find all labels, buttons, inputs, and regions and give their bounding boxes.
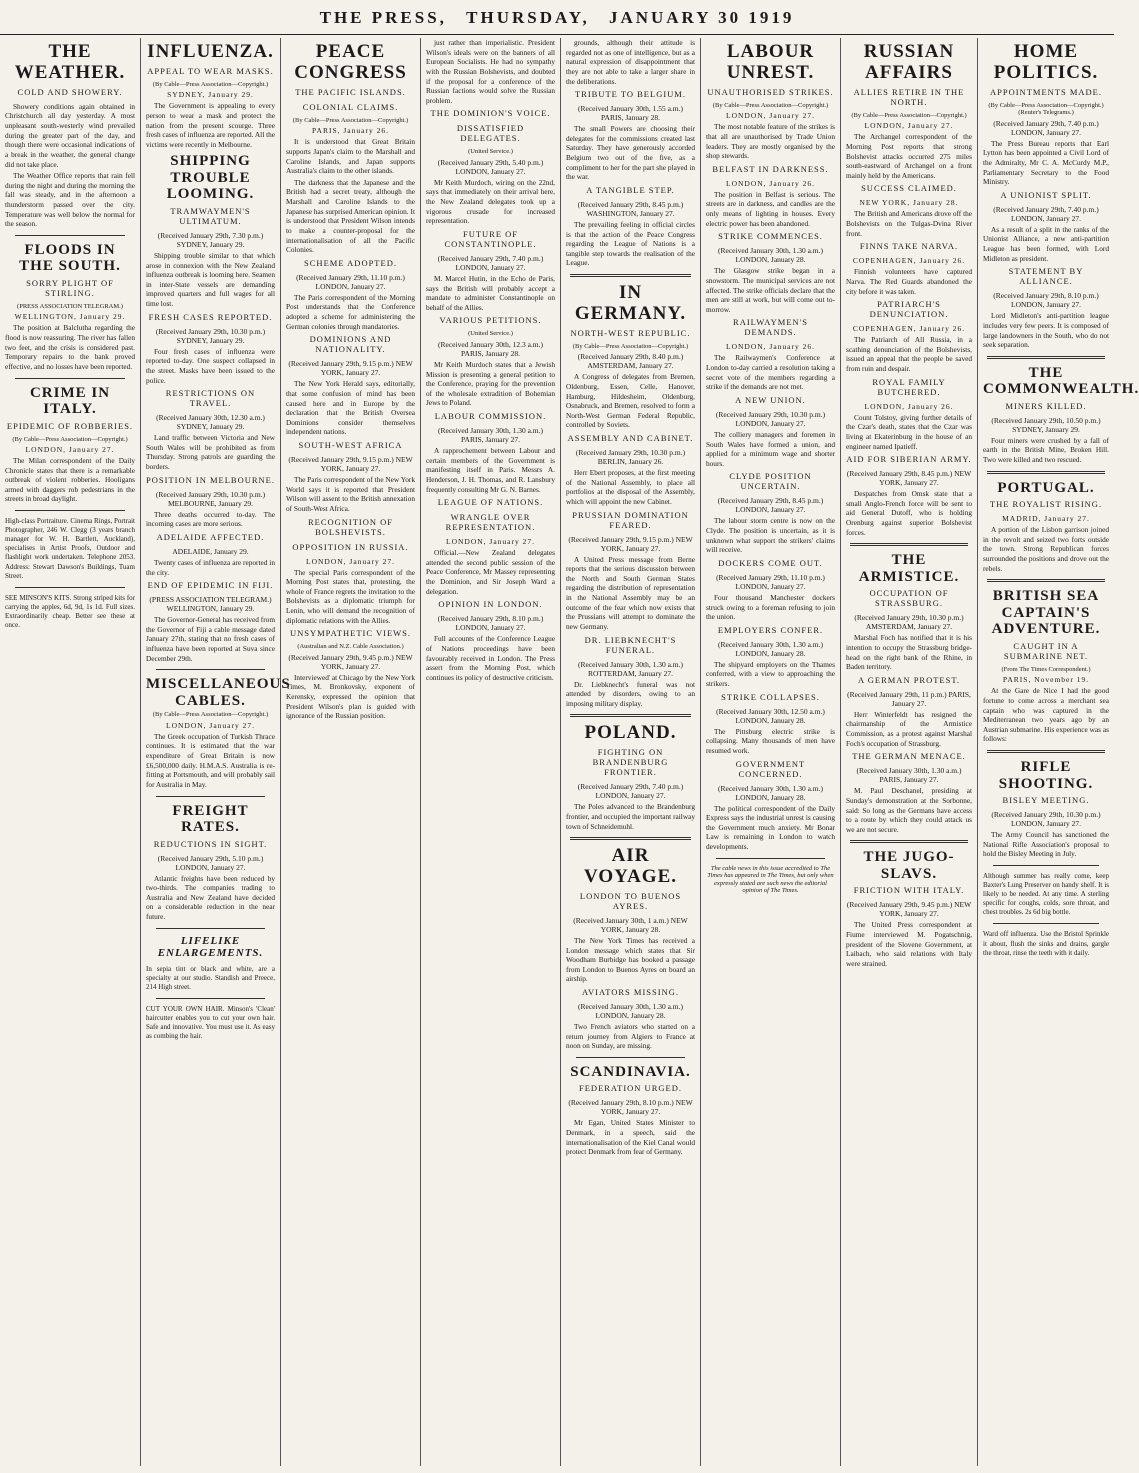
subhead: STRIKE COMMENCES. (718, 231, 823, 242)
dateline: (Received January 30th, 12.3 a.m.) PARIS, January 28. (438, 339, 543, 358)
article-paragraph: Herr Winterfeldt has resigned the chairmanship of the Armistice Commission, as a protest against Marshal Foch's occupation of Strassburg. (846, 709, 972, 748)
divider (987, 750, 1105, 753)
subhead: THE PACIFIC ISLANDS. (295, 86, 406, 97)
article-paragraph: The Greek occupation of Turkish Thrace continues. It is estimated that the war expenditure of Great Britain is now £6,500,000 daily. H.M.A.S. Australia is re-fitting at Portsmouth, and will probably sail for Australia in May. (146, 731, 275, 789)
divider (15, 510, 125, 511)
credit-line: (By Cable—Press Association—Copyright.) (12, 435, 128, 443)
paper-name: THE PRESS, (319, 8, 447, 27)
credit-line: (Australian and N.Z. Cable Association.) (297, 643, 404, 651)
article-paragraph: grounds, although their attitude is regarded not as one of intelligence, but as a natural expression of disappointment that they are not able to take a larger share in the deliberations. (566, 38, 695, 86)
article-paragraph: Finnish volunteers have captured Narva. The Red Guards abandoned the city before it was taken. (846, 267, 972, 296)
headline-crime: CRIME IN ITALY. (29, 384, 111, 417)
article-paragraph: Full accounts of the Conference League of Nations proceedings have been favourably received in London. The Press assert from the Morning Post, which continues its policy of destructive criticism. (426, 634, 555, 682)
article-paragraph: Mr Keith Murdoch states that a Jewish Mission is presenting a general petition to the Conference, praying for the prevention of the wholesale extradition of Bohemian Jews to Poland. (426, 359, 555, 408)
headline-jugo-slavs: THE JUGO-SLAVS. (863, 849, 955, 882)
dateline: (PRESS ASSOCIATION TELEGRAM.) WELLINGTON, January 29. (149, 595, 272, 614)
article-paragraph: The Weather Office reports that rain fell during the night and during the morning the fall was steady, and in the afternoon a thunderstorm passed over the city. Temperature was well below the normal for the season. (5, 171, 135, 229)
subhead: NORTH-WEST REPUBLIC. (570, 327, 691, 338)
article-paragraph: Mr Egan, United States Minister to Denmark, in a speech, said the internationalisation of the Kiel Canal would protect Denmark from fear of Germany. (566, 1118, 695, 1157)
credit-line: (By Cable—Press Association—Copyright.) (292, 116, 409, 124)
dateline: (Received January 29th, 10.30 p.m.) LONDON, January 27. (715, 409, 826, 428)
dateline: SYDNEY, January 29. (167, 90, 254, 100)
dateline: (Received January 30th, 1.30 a.m.) PARIS, January 27. (856, 766, 962, 785)
dateline: (Received January 29th, 8.45 p.m.) NEW YORK, January 27. (846, 469, 972, 488)
subhead: STATEMENT BY ALLIANCE. (1008, 266, 1084, 287)
subhead-floods: SORRY PLIGHT OF STIRLING. (26, 277, 114, 298)
dateline: (Received January 29th, 8.45 p.m.) WASHINGTON, January 27. (577, 199, 684, 218)
dateline: (Received January 29th, 9.15 p.m.) NEW YORK, January 27. (288, 359, 413, 378)
article-paragraph: just rather than imperialistic. President Wilson's ideals were on the banners of all European Socialists. He had no sympathy with the Russian Bolshevists, and doubted if the proposal for a conference of the Russian factions would solve the Russian problem. (426, 38, 555, 105)
subhead: AVIATORS MISSING. (582, 987, 679, 998)
column-8 (977, 38, 1139, 1466)
subhead: BELFAST IN DARKNESS. (712, 163, 829, 174)
divider (15, 378, 125, 379)
subhead: FINNS TAKE NARVA. (859, 241, 959, 252)
advertisement: CUT YOUR OWN HAIR. Minson's 'Clean' haircutter enables you to cut your own hair. Safe and innovative. You must use it. As easy as combing the hair. (146, 1005, 275, 1041)
headline-weather: THE WEATHER. (14, 41, 126, 83)
subhead: EMPLOYERS CONFER. (717, 624, 824, 635)
subhead: FEDERATION URGED. (579, 1083, 682, 1094)
dateline: (Received January 29th, 8.40 p.m.) AMSTERDAM, January 27. (577, 352, 684, 371)
article-paragraph: The Governor-General has received from the Governor of Fiji a cable message dated January 27th, stating that no fresh cases of influenza have been reported at Suva since December 29th. (146, 615, 275, 663)
subhead: OCCUPATION OF STRASSBURG. (869, 588, 949, 609)
divider (987, 356, 1105, 359)
subhead: POSITION IN MELBOURNE. (146, 474, 275, 485)
credit-line: (By Cable—Press Association—Copyright.) (152, 80, 269, 88)
paper-day: THURSDAY, (466, 8, 590, 27)
dateline: (Received January 29th, 7.40 p.m.) LONDON, January 27. (577, 782, 684, 801)
credit-line: (PRESS ASSOCIATION TELEGRAM.) (17, 302, 123, 310)
article-paragraph: The Paris correspondent of the New York World says it is reported that President Wilson will assent to the British annexation of South-West Africa. (286, 475, 415, 513)
article-paragraph: Showery conditions again obtained in Christchurch all day yesterday. A most unpleasant south-westerly wind prevailed during the greater part of the day, and though there were occasional indications of a break in the weather, the general change did not take place. (5, 101, 135, 169)
article-paragraph: Four miners were crushed by a fall of earth in the British Mine, Broken Hill. Two were killed and two rescued. (983, 435, 1109, 465)
subhead: ADELAIDE AFFECTED. (156, 531, 265, 542)
dateline: NEW YORK, January 28. (859, 198, 959, 208)
column-1 (0, 38, 140, 1466)
subhead: THE GERMAN MENACE. (852, 751, 966, 762)
dateline: LONDON, January 27. (726, 111, 815, 121)
column-6 (700, 38, 840, 1466)
subhead: DOCKERS COME OUT. (718, 557, 823, 568)
credit-line: (United Service.) (468, 330, 513, 338)
divider (156, 796, 265, 797)
divider (156, 669, 265, 670)
article-paragraph: A United Press message from Berne reports that the serious discussion between the North and South German States regarding the distribution of representation in the National Assembly may be an outcome of the fear which now exists that the Prussians will attempt to dominate the new Germany. (566, 554, 695, 631)
divider (570, 837, 691, 840)
article-paragraph: The darkness that the Japanese and the British had a secret treaty, although the Marshall and Caroline Islands to the Japanese has surprised American opinion. It is understood that President Wilson intends to make a counter-proposal for the internationalisation of all the Pacific Colonies. (286, 177, 415, 255)
article-paragraph: The special Paris correspondent of the Morning Post states that, protesting, the whole of France regrets the invitation to the Bolshevists as a diplomatic triumph for Lenin, who will demand the recognition of diplomatic relations with the Allies. (286, 567, 415, 625)
article-paragraph: Shipping trouble similar to that which arose in connexion with the New Zealand influenza outbreak is looming here. Seamen in inter-State vessels are demanding improved quarters and full wages for all time lost. (146, 250, 275, 309)
dateline: (Received January 30th, 12.30 a.m.) SYDNEY, January 29. (156, 413, 265, 432)
subhead: FRESH CASES REPORTED. (148, 311, 273, 322)
subhead: DISSATISFIED DELEGATES. (456, 123, 525, 144)
credit-line: (By Cable—Press Association—Copyright.) (851, 111, 967, 119)
subhead: FIGHTING ON BRANDENBURG FRONTIER. (592, 747, 669, 778)
advertisement: Although summer has really come, keep Baxter's Lung Preserver on handy shelf. It is likely to be needed. At any time. A sterling specific for coughs, colds, sore throat, and chest troubles. 2s 6d big bottle. (983, 871, 1109, 917)
dateline: (Received January 29th, 5.10 p.m.) LONDON, January 27. (157, 853, 264, 872)
advertisement: In sepia tint or black and white, are a specialty at our studio. Standish and Preece, 214 High street. (146, 964, 275, 992)
article-paragraph: The British and Americans drove off the Bolshevists on the Tulgas-Dvina River front. (846, 209, 972, 238)
article-paragraph: Count Tolstoy, giving further details of the Czar's death, states that the Czar was living at Ekaterinburg in the house of an engineer named Ipatieff. (846, 412, 972, 451)
article-paragraph: Herr Ebert proposes, at the first meeting of the National Assembly, to place all portfolios at the disposal of the Assembly, which will appoint the new Cabinet. (566, 468, 695, 506)
subhead: FUTURE OF CONSTANTINOPLE. (444, 228, 537, 249)
subhead: SOUTH-WEST AFRICA (298, 440, 403, 450)
subhead: AID FOR SIBERIAN ARMY. (846, 454, 972, 465)
subhead: ASSEMBLY AND CABINET. (567, 433, 694, 443)
article-paragraph: At the Gare de Nice I had the good fortune to come across a merchant sea captain who was captured in the Mediterranean two years ago by an Austrian submarine. His experience was as follows: (983, 686, 1109, 744)
article-paragraph: Dr. Liebknecht's funeral was not attended by disorders, owing to an imposing military display. (566, 679, 695, 708)
divider (993, 865, 1099, 866)
article-paragraph: The Glasgow strike began in a snowstorm. The municipal services are not affected. The strike officials declare that the men are still at work, but will come out to-morrow. (706, 266, 835, 314)
headline-shipping: SHIPPING TROUBLE LOOMING. (166, 153, 255, 203)
credit-line: (By Cable—Press Association—Copyright.) (572, 342, 689, 350)
article-paragraph: Intervieweď at Chicago by the New York Times, M. Bronkovsky, exponent of Kerensky, expressed the opinion that President Wilson's plan is guided with ignorance of the Russian position. (286, 672, 415, 721)
subhead: SUCCESS CLAIMED. (861, 183, 957, 194)
dateline: WELLINGTON, January 29. (14, 312, 126, 322)
advertisement: SEE MINSON'S KITS. Strong striped kits for carrying the apples, 6d, 9d, 1s 1d. Full sizes. Extraordinarily cheap. Better see these at once. (5, 593, 135, 630)
dateline: (Received January 29th, 8.10 p.m.) LONDON, January 27. (437, 614, 544, 633)
article-paragraph: A rapprochement between Labour and certain members of the Government is manifesting itself in Paris. Messrs A. Henderson, J. H. Thomas, and R. Lansbury frequently consulting Mr G. N. Barnes. (426, 446, 555, 494)
subhead: UNAUTHORISED STRIKES. (707, 86, 834, 97)
headline-poland: POLAND. (584, 722, 677, 744)
article-paragraph: Two French aviators who started on a return journey from Algiers to France at noon on Sunday, are missing. (566, 1022, 695, 1051)
credit-line: (By Cable—Press Association—Copyright.) (Reuter's Telegrams.) (988, 101, 1104, 117)
dateline: MADRID, January 27. (1002, 514, 1090, 524)
dateline: (Received January 29th, 7.40 p.m.) LONDON, January 27. (993, 204, 1099, 223)
article-paragraph: Land traffic between Victoria and New South Wales will be prohibited as from Thursday. Strong patrols are guarding the borders. (146, 433, 275, 472)
article-paragraph: The Pittsburg electric strike is collapsing. Many thousands of men have resumed work. (706, 726, 835, 755)
subhead: SCHEME ADOPTED. (304, 257, 397, 268)
article-paragraph: Four fresh cases of influenza were reported to-day. One suspect collapsed in the street. Masks have been issued to the police. (146, 346, 275, 385)
article-paragraph: Atlantic freights have been reduced by two-thirds. The companies trading to Australia and New Zealand have decided on a considerable reduction in the near future. (146, 873, 275, 922)
article-paragraph: Mr Keith Murdoch, wiring on the 22nd, says that immediately on their arrival here, the New Zealand delegates took up a vigorous crusade for increased representation. (426, 177, 555, 226)
article-paragraph: The Government is appealing to every person to wear a mask and protect the nation from the present scourge. Three fresh cases of influenza are reported. All the victims were recently in Melbourne. (146, 101, 275, 149)
article-paragraph: The Poles advanced to the Brandenburg frontier, and occupied the important railway town of Schneidemuhl. (566, 802, 695, 831)
subhead: CAUGHT IN A SUBMARINE NET. (1003, 640, 1089, 661)
article-paragraph: The labour storm centre is now on the Clyde. The position is uncertain, as it is unknown what support the strikers' claims will receive. (706, 516, 835, 555)
article-paragraph: The colliery managers and foremen in South Wales have formed a union, and applied for a minimum wage and shorter hours. (706, 429, 835, 468)
article-paragraph: Twenty cases of influenza are reported in the city. (146, 557, 275, 577)
subhead: BISLEY MEETING. (1002, 795, 1090, 806)
headline-freight: FREIGHT RATES. (172, 802, 249, 836)
dateline: LONDON, January 27. (864, 121, 954, 131)
column-2 (140, 38, 291, 1466)
dateline: LONDON, January 26. (726, 178, 815, 188)
headline-sea-captain: BRITISH SEA CAPTAIN'S ADVENTURE. (991, 588, 1101, 638)
dateline: (Received January 29th, 10.30 p.m.) MELBOURNE, January 29. (155, 489, 266, 508)
article-paragraph: The United Press correspondent at Fiume interviewed M. Pogatschnig, president of the Slovene Government, at Laibach, who said relations with Italy were strained. (846, 920, 972, 968)
article-paragraph: A portion of the Lisbon garrison joined in the revolt and seized two forts outside the town. Strong Republican forces surrounded the positions and drove out the rebels. (983, 525, 1109, 573)
subhead: DR. LIEBKNECHT'S FUNERAL. (584, 634, 677, 655)
subhead: STRIKE COLLAPSES. (721, 691, 820, 702)
headline-portugal: PORTUGAL. (997, 479, 1095, 496)
subhead: PRUSSIAN DOMINATION FEARED. (572, 509, 689, 530)
ad-heading: LIFELIKE ENLARGEMENTS. (157, 934, 264, 959)
article-paragraph: It is understood that Great Britain supports Japan's claim to the Marshall and Caroline Islands, and Japan supports Australia's claim to the other islands. (286, 137, 415, 176)
credit-line: (From The Times Correspondent.) (1001, 665, 1091, 673)
subhead: CLYDE POSITION UNCERTAIN. (729, 471, 812, 492)
subhead: THE ROYALIST RISING. (989, 499, 1103, 510)
headline-peace-congress: PEACE CONGRESS (294, 41, 407, 83)
subhead: END OF EPIDEMIC IN FIJI. (147, 580, 274, 591)
dateline: (Received January 30th, 1.30 a.m.) LONDON, January 28. (718, 639, 823, 658)
dateline: (Received January 29th, 9.45 p.m.) NEW YORK, January 27. (846, 900, 972, 919)
dateline: LONDON, January 27. (306, 556, 395, 566)
subhead-shipping: TRAMWAYMEN'S ULTIMATUM. (170, 205, 251, 226)
dateline: LONDON, January 27. (446, 537, 535, 547)
divider (570, 274, 691, 277)
headline-influenza: INFLUENZA. (147, 41, 274, 62)
divider (156, 928, 265, 929)
subhead: RAILWAYMEN'S DEMANDS. (733, 317, 808, 338)
column-3 (280, 38, 420, 1466)
dateline: (Received January 30th, 1.30 a.m.) LONDON, January 28. (718, 246, 823, 265)
dateline: (Received January 29th, 9.15 p.m.) NEW YORK, January 27. (288, 455, 413, 473)
subhead: OPPOSITION IN RUSSIA. (292, 541, 409, 552)
article-paragraph: The Paris correspondent of the Morning Post understands that the Conference adopted a scheme for administering the German colonies through mandatories. (286, 292, 415, 331)
dateline: (Received January 29th, 10.50 p.m.) SYDNEY, January 29. (991, 415, 1101, 434)
article-paragraph: Marshal Foch has notified that it is his intention to occupy the Strassburg bridge-head on the right bank of the Rhine, in Baden territory. (846, 633, 972, 672)
subhead-influenza: APPEAL TO WEAR MASKS. (147, 65, 274, 76)
divider (570, 714, 691, 717)
article-paragraph: The position in Belfast is serious. The streets are in darkness, and candles are the only means of lighting in houses. Every electric power has been abandoned. (706, 189, 835, 228)
article-paragraph: The position at Balclutha regarding the flood is now reassuring. The river has fallen two feet, and the crisis is considered past. Temporary repairs to the bank proved effective, and no losses have been reported. (5, 323, 135, 371)
dateline: LONDON, January 26. (864, 401, 954, 411)
dateline: (Received January 29th, 5.40 p.m.) LONDON, January 27. (437, 157, 544, 176)
dateline: (Received January 29th, 10.30 p.m.) LONDON, January 27. (991, 810, 1101, 829)
article-paragraph: The Archangel correspondent of the Morning Post reports that strong Bolshevist attacks occurred 275 miles south-eastward of Archangel on a front mainly held by the Americans. (846, 132, 972, 180)
subhead: A GERMAN PROTEST. (857, 674, 961, 685)
dateline: PARIS, November 19. (1002, 675, 1090, 685)
subhead: A NEW UNION. (735, 394, 806, 405)
dateline: (Received January 30th, 12.50 a.m.) LONDON, January 28. (716, 706, 825, 725)
headline-air-voyage: AIR VOYAGE. (583, 845, 678, 888)
article-paragraph: The Army Council has sanctioned the National Rifle Association's proposal to hold the Bisley Meeting in July. (983, 830, 1109, 859)
divider (15, 235, 125, 236)
column-5 (560, 38, 700, 1466)
article-paragraph: The most notable feature of the strikes is that all are unauthorised by Trade Union leaders. They are mostly organised by the shop stewards. (706, 122, 835, 161)
dateline: (Received January 29th, 11.10 p.m.) LONDON, January 27. (296, 272, 405, 291)
column-7 (840, 38, 977, 1466)
subhead: COLONIAL CLAIMS. (302, 101, 399, 112)
subhead: APPOINTMENTS MADE. (990, 86, 1102, 97)
dateline: (Received January 29th, 9.45 p.m.) NEW YORK, January 27. (288, 652, 413, 671)
subhead: RESTRICTIONS ON TRAVEL. (165, 388, 256, 409)
subhead: A TANGIBLE STEP. (586, 184, 675, 195)
dateline: (Received January 29th, 7.40 p.m.) LONDON, January 27. (437, 253, 544, 272)
article-paragraph: The small Powers are choosing their delegates for the commissions created last Saturday. They have generously accorded Belgium two out of the five, as a compliment to her for the part she played in the war. (566, 124, 695, 182)
subhead: RECOGNITION OF BOLSHEVISTS. (307, 516, 394, 537)
headline-armistice: THE ARMISTICE. (858, 552, 960, 585)
article-paragraph: The New York Times has received a London message which states that Sir Woodham Burbidge has booked a passage from London to Buenos Ayres on board an airship. (566, 935, 695, 984)
paper-date: JANUARY 30 1919 (608, 8, 795, 27)
subhead: PATRIARCH'S DENUNCIATION. (869, 299, 949, 320)
subhead: MINERS KILLED. (1005, 400, 1087, 411)
subhead-freight: REDUCTIONS IN SIGHT. (153, 838, 268, 849)
article-paragraph: M. Marcel Hutin, in the Echo de Paris, says the British will probably accept a mandate to administer Constantinople on behalf of the Allies. (426, 273, 555, 312)
dateline: COPENHAGEN, January 26. (852, 256, 966, 266)
article-paragraph: As a result of a split in the ranks of the Unionist Alliance, a new anti-partition League has been formed, with Lord Midleton as president. (983, 224, 1109, 263)
article-paragraph: A Congress of delegates from Bremen, Oldenburg, Essen, Celle, Hanover, Hamburg, Hildesheim, Oldenburg, Osnabruck, and Bremen, resolved to form a North-West German Federal Republic, controlled by Soviets. (566, 372, 695, 430)
subhead: LABOUR COMMISSION. (434, 411, 547, 422)
subhead: LONDON TO BUENOS AYRES. (579, 890, 682, 911)
article-paragraph: Official.—New Zealand delegates attended the second public session of the Peace Conference, Mr Massey representing the Dominion, and Sir Joseph Ward a delegation. (426, 548, 555, 596)
divider (993, 923, 1099, 924)
dateline: LONDON, January 27. (25, 444, 115, 454)
article-paragraph: M. Paul Deschanel, presiding at Sunday's demonstration at the Sorbonne, said: So long as the Germans have access to a route by which they could attack us we are not secure. (846, 786, 972, 834)
dateline: (Received January 29th, 8.45 p.m.) LONDON, January 27. (717, 496, 824, 515)
subhead: DOMINIONS AND NATIONALITY. (309, 334, 392, 355)
dateline: (Received January 29th, 8.10 p.m.) LONDON, January 27. (993, 291, 1099, 310)
advertisement: High-class Portraiture. Cinema Rings, Portrait Photographer, 246 W. Clegg (3 years branch manager for W. H. Bartlett, Auckland), specialises in Artist Proofs, Outdoor and flashlight work undertaken. Telephone 2053. Address: Stewart Dawson's Buildings, Tuam Street. (5, 517, 135, 580)
headline-rifle-shooting: RIFLE SHOOTING. (998, 759, 1094, 792)
subhead-crime: EPIDEMIC OF ROBBERIES. (6, 420, 134, 431)
article-paragraph: Despatches from Omsk state that a small Anglo-French force will be sent to aid General Dutoff, who is holding Orenburg against superior Bolshevist forces. (846, 489, 972, 537)
subhead: OPINION IN LONDON. (438, 599, 543, 610)
headline-scandinavia: SCANDINAVIA. (570, 1063, 691, 1080)
subhead: TRIBUTE TO BELGIUM. (574, 89, 686, 100)
subhead: VARIOUS PETITIONS. (439, 315, 542, 326)
divider (987, 579, 1105, 582)
divider (987, 471, 1105, 474)
subhead: ALLIES RETIRE IN THE NORTH. (853, 86, 965, 107)
dateline: (Received January 29th, 11.10 p.m.) LONDON, January 27. (716, 572, 825, 591)
subhead: A UNIONIST SPLIT. (1000, 189, 1092, 200)
dateline: (Received January 30th, 1.30 a.m.) ROTTERDAM, January 27. (578, 659, 683, 678)
dateline: (Received January 30th, 1.30 a.m.) LONDON, January 28. (578, 1002, 683, 1021)
article-paragraph: The shipyard employers on the Thames conferred, with a view to approaching the strikers. (706, 659, 835, 688)
divider (850, 543, 968, 546)
subhead: WRANGLE OVER REPRESENTATION. (445, 512, 536, 533)
article-paragraph: The political correspondent of the Daily Express says the industrial unrest is causing the Government much anxiety. Mr Bonar Law is remaining in London to watch developments. (706, 803, 835, 851)
article-paragraph: The Patriarch of All Russia, in a scathing denunciation of the Bolshevists, issued an appeal that the people be saved from ruin and despair. (846, 335, 972, 373)
credit-line: (By Cable—Press Association—Copyright.) (152, 711, 269, 719)
divider (156, 998, 265, 999)
headline-russian-affairs: RUSSIAN AFFAIRS (863, 41, 955, 83)
dateline: (Received January 29th, 11 p.m.) PARIS, January 27. (847, 689, 971, 708)
dateline: (Received January 29th, 10.30 p.m.) BERLIN, January 26. (575, 448, 686, 466)
headline-labour-unrest: LABOUR UNREST. (726, 41, 815, 83)
divider (15, 587, 125, 588)
article-paragraph: Four thousand Manchester dockers struck owing to a foreman refusing to join the union. (706, 592, 835, 622)
article-paragraph: Three deaths occurred to-day. The incoming cases are more serious. (146, 509, 275, 529)
masthead (0, 0, 1114, 35)
divider (850, 840, 968, 843)
subhead: GOVERNMENT CONCERNED. (735, 758, 806, 779)
headline-germany: IN GERMANY. (574, 282, 687, 324)
editorial-note: The cable news in this issue accredited to The Times has appeared in The Times, but only when expressly stated are such news the editorial opinion of The Times. (707, 864, 834, 895)
column-4 (420, 38, 560, 1466)
subhead: FRICTION WITH ITALY. (853, 885, 965, 896)
dateline: (Received January 30th, 1.30 a.m.) PARIS, January 27. (438, 426, 543, 445)
headline-misc-cables: MISCELLANEOUS CABLES. (146, 676, 291, 709)
article-paragraph: The New York Herald says, editorially, that some confusion of mind has been caused here and in Europe by the declaration that the British Oversea Dominions consider themselves independent nations. (286, 379, 415, 437)
dateline: (Received January 29th, 10.30 p.m.) AMSTERDAM, January 27. (854, 613, 964, 632)
advertisement: Ward off influenza. Use the Bristol Sprinkle it about, flush the sinks and drains, gargle the throat, rinse the teeth with it daily. (983, 930, 1109, 957)
headline-floods: FLOODS IN THE SOUTH. (19, 241, 121, 275)
dateline: (Received January 30th, 1 a.m.) NEW YORK, January 28. (573, 915, 688, 934)
subhead: ROYAL FAMILY BUTCHERED. (872, 376, 946, 397)
credit-line: (By Cable—Press Association—Copyright.) (712, 101, 829, 109)
subhead-weather: COLD AND SHOWERY. (17, 86, 123, 97)
dateline: COPENHAGEN, January 26. (852, 324, 966, 334)
dateline: (Received January 29th, 9.15 p.m.) NEW YORK, January 27. (568, 534, 693, 553)
dateline: ADELAIDE, January 29. (172, 546, 249, 556)
subhead: THE DOMINION'S VOICE. (430, 108, 551, 119)
dateline: (Received January 29th, 7.40 p.m.) LONDON, January 27. (993, 118, 1099, 137)
article-paragraph: The prevailing feeling in official circles is that the action of the Peace Congress regarding the League of Nations is a tangible step towards the realisation of the League. (566, 219, 695, 268)
dateline: PARIS, January 26. (312, 126, 389, 136)
headline-commonwealth: THE COMMONWEALTH. (983, 364, 1139, 398)
credit-line: (United Service.) (468, 148, 513, 156)
article-paragraph: The Milan correspondent of the Daily Chronicle states that there is a remarkable outbreak of violent robberies. Hooligans armed with daggers rob pedestrians in the streets in broad daylight. (5, 455, 135, 504)
article-paragraph: The Press Bureau reports that Earl Lytton has been appointed a Civil Lord of the Admiralty, Mr C. A. McCurdy M.P., Parliamentary Secretary to the Food Ministry. (983, 138, 1109, 187)
divider (576, 1057, 685, 1058)
headline-home-politics: HOME POLITICS. (993, 41, 1099, 83)
dateline: LONDON, January 27. (166, 720, 255, 730)
dateline: (Received January 30th, 1.30 a.m.) LONDON, January 28. (718, 783, 823, 802)
divider (716, 858, 825, 859)
dateline: (Received January 29th, 8.10 p.m.) NEW YORK, January 27. (568, 1098, 693, 1117)
subhead: UNSYMPATHETIC VIEWS. (289, 628, 412, 639)
dateline: (Received January 29th, 10.30 p.m.) SYDNEY, January 29. (155, 326, 266, 345)
dateline: (Received January 30th, 1.55 a.m.) PARIS, January 28. (578, 104, 683, 123)
article-paragraph: The Railwaymen's Conference at London to-day carried a resolution taking a secret vote of the members regarding a strike if the demands are not met. (706, 353, 835, 392)
dateline: (Received January 29th, 7.30 p.m.) SYDNEY, January 29. (157, 230, 264, 249)
article-paragraph: Lord Midleton's anti-partition league includes very few peers. It is composed of large landowners in the South, who do not seek separation. (983, 311, 1109, 350)
subhead: LEAGUE OF NATIONS. (437, 497, 544, 508)
dateline: LONDON, January 26. (726, 342, 815, 352)
